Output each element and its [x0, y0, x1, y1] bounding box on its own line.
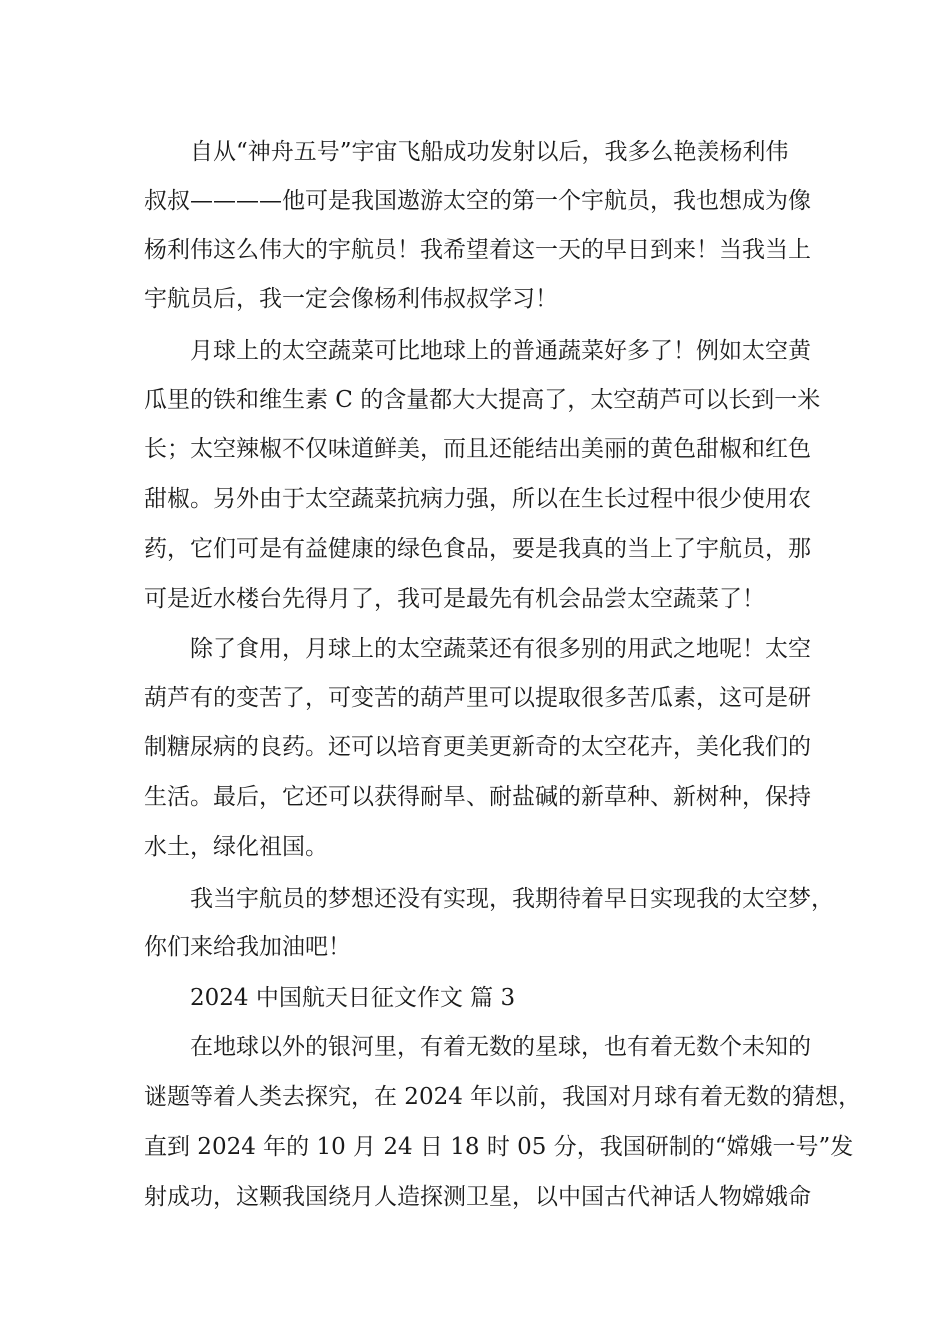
paragraph-5-line-1: 在地球以外的银河里，有着无数的星球，也有着无数个未知的	[190, 1034, 811, 1060]
paragraph-5-line-4: 射成功，这颗我国绕月人造探测卫星，以中国古代神话人物嫦娥命	[144, 1184, 811, 1210]
paragraph-4-line-1: 我当宇航员的梦想还没有实现，我期待着早日实现我的太空梦，	[190, 886, 834, 912]
paragraph-5-line-2: 谜题等着人类去探究，在 2024 年以前，我国对月球有着无数的猜想，	[144, 1084, 862, 1110]
paragraph-3-line-1: 除了食用，月球上的太空蔬菜还有很多别的用武之地呢！太空	[190, 636, 811, 662]
paragraph-3-line-3: 制糖尿病的良药。还可以培育更美更新奇的太空花卉，美化我们的	[144, 734, 811, 760]
paragraph-4-line-2: 你们来给我加油吧！	[144, 934, 351, 960]
paragraph-2-line-4: 甜椒。另外由于太空蔬菜抗病力强，所以在生长过程中很少使用农	[144, 486, 811, 512]
paragraph-3-line-4: 生活。最后，它还可以获得耐旱、耐盐碱的新草种、新树种，保持	[144, 784, 811, 810]
paragraph-1-line-3: 杨利伟这么伟大的宇航员！我希望着这一天的早日到来！当我当上	[144, 237, 811, 263]
paragraph-1-line-4: 宇航员后，我一定会像杨利伟叔叔学习！	[144, 286, 558, 312]
paragraph-3-line-5: 水土，绿化祖国。	[144, 834, 328, 860]
paragraph-2-line-1: 月球上的太空蔬菜可比地球上的普通蔬菜好多了！例如太空黄	[190, 338, 811, 364]
paragraph-1-line-1: 自从“神舟五号”宇宙飞船成功发射以后，我多么艳羡杨利伟	[190, 139, 789, 165]
section-heading: 2024 中国航天日征文作文 篇 3	[190, 985, 516, 1011]
paragraph-1-line-2: 叔叔————他可是我国遨游太空的第一个宇航员，我也想成为像	[144, 188, 811, 214]
paragraph-3-line-2: 葫芦有的变苦了，可变苦的葫芦里可以提取很多苦瓜素，这可是研	[144, 685, 811, 711]
paragraph-2-line-2: 瓜里的铁和维生素 C 的含量都大大提高了，太空葫芦可以长到一米	[144, 387, 821, 413]
paragraph-2-line-5: 药，它们可是有益健康的绿色食品，要是我真的当上了宇航员，那	[144, 536, 811, 562]
paragraph-2-line-3: 长；太空辣椒不仅味道鲜美，而且还能结出美丽的黄色甜椒和红色	[144, 436, 811, 462]
paragraph-5-line-3: 直到 2024 年的 10 月 24 日 18 时 05 分，我国研制的“嫦娥一号”发	[144, 1134, 854, 1160]
paragraph-2-line-6: 可是近水楼台先得月了，我可是最先有机会品尝太空蔬菜了！	[144, 586, 765, 612]
